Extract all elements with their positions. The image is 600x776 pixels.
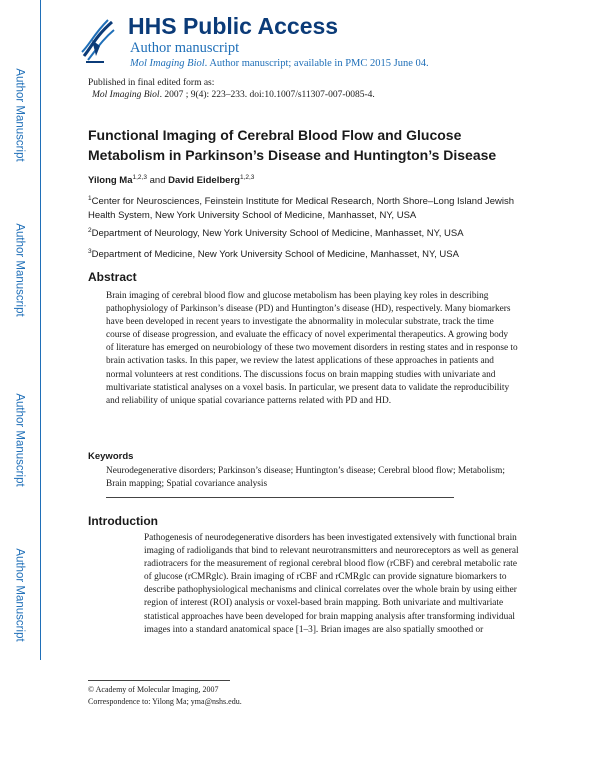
sidebar-label xyxy=(0,215,40,325)
citation-journal: Mol Imaging Biol xyxy=(92,90,160,100)
sidebar-label-text: Author Manuscript xyxy=(14,548,27,642)
correspondence-footnote: Correspondence to: Yilong Ma; yma@nshs.edu. xyxy=(88,697,242,706)
citation-details: . 2007 ; 9(4): 223–233. doi:10.1007/s11307-007-0085-4. xyxy=(159,90,375,100)
affiliation xyxy=(88,224,528,241)
sidebar-label-text: Author Manuscript xyxy=(14,223,27,317)
author-affiliation-marks: 1,2,3 xyxy=(132,174,147,181)
copyright-footnote: © Academy of Molecular Imaging, 2007 xyxy=(88,685,219,694)
paper-title: Functional Imaging of Cerebral Blood Flow and Glucose Metabolism in Parkinson’s Disease and Huntington’s Disease xyxy=(88,127,497,163)
affiliation-mark: 2 xyxy=(88,227,92,234)
availability-text: . Author manuscript; available in PMC 2015 June 04. xyxy=(204,58,429,69)
affiliation xyxy=(88,192,528,222)
hhs-title: HHS Public Access xyxy=(128,13,339,39)
sidebar-label-text: Author Manuscript xyxy=(14,393,27,487)
author-name: David Eidelberg xyxy=(168,175,240,187)
keywords-divider xyxy=(106,497,454,498)
affiliation-text: Department of Neurology, New York University School of Medicine, Manhasset, NY, USA xyxy=(91,228,464,240)
keywords-heading: Keywords xyxy=(88,451,134,462)
sidebar-divider xyxy=(40,0,41,660)
author-name: Yilong Ma xyxy=(88,175,133,187)
hhs-eagle-logo-icon xyxy=(78,16,118,64)
journal-name: Mol Imaging Biol xyxy=(130,58,205,69)
affiliation xyxy=(88,245,528,262)
availability-line xyxy=(130,58,429,69)
footnote-divider xyxy=(88,680,230,681)
affiliation-text: Center for Neurosciences, Feinstein Institute for Medical Research, North Shore–Long Island Jewish Health System, New York University School of Medicine, Manhasset, NY, USA xyxy=(88,196,515,221)
introduction-heading: Introduction xyxy=(88,514,158,528)
affiliation-mark: 3 xyxy=(88,248,92,255)
author-list xyxy=(88,174,254,186)
sidebar-label xyxy=(0,60,40,170)
sidebar-label xyxy=(0,385,40,495)
published-label: Published in final edited form as: xyxy=(88,78,215,88)
citation-line xyxy=(92,90,375,100)
keywords-text: Neurodegenerative disorders; Parkinson’s disease; Huntington’s disease; Cerebral blood flow; Metabolism; Brain mapping; Spatial covariance analysis xyxy=(106,466,505,490)
sidebar-label xyxy=(0,540,40,650)
author-conjunction: and xyxy=(146,175,169,187)
abstract-text: Brain imaging of cerebral blood flow and glucose metabolism has been playing key roles in describing pathophysiology of Parkinson’s disease (PD) and Huntington’s disease (HD), respectively. Many biomarkers have been developed in recent years to investigate the abnormality in molecular substrate, track the time course of disease progression, and evaluate the efficacy of novel experimental therapeutics. A growing body of literature has emerged on neurobiology of these two movement disorders in resting states and in response to brain activation tasks. In this paper, we review the latest applications of these approaches in patients and normal volunteers at rest conditions. The discussions focus on brain mapping studies with univariate and multivariate statistical analyses on a voxel basis. In particular, we present data to validate the reproducibility and reliability of unique spatial covariance patterns related with PD and HD. xyxy=(106,291,518,406)
introduction-text: Pathogenesis of neurodegenerative disorders has been investigated extensively with functional brain imaging of radioligands that bind to relevant neurotransmitters and neuroreceptors as well as general radiotracers for the measurement of regional cerebral blood flow (rCBF) and cerebral metabolic rate of glucose (rCMRglc). Brain imaging of rCBF and rCMRglc can provide signature biomarkers to describe pathophysiological mechanisms and clinical correlates over the whole brain by using either region of interest (ROI) analysis or voxel-based brain mapping. Both univariate and multivariate statistical approaches have been developed for brain mapping analysis after transforming individual images into a standard anatomical space [1–3]. Brian images are also spatially smoothed or xyxy=(144,533,519,635)
affiliation-mark: 1 xyxy=(88,195,92,202)
author-manuscript-label: Author manuscript xyxy=(130,40,240,56)
author-affiliation-marks: 1,2,3 xyxy=(239,174,255,181)
abstract-heading: Abstract xyxy=(88,270,137,284)
affiliation-text: Department of Medicine, New York University School of Medicine, Manhasset, NY, USA xyxy=(91,249,459,261)
sidebar-label-text: Author Manuscript xyxy=(14,68,27,162)
